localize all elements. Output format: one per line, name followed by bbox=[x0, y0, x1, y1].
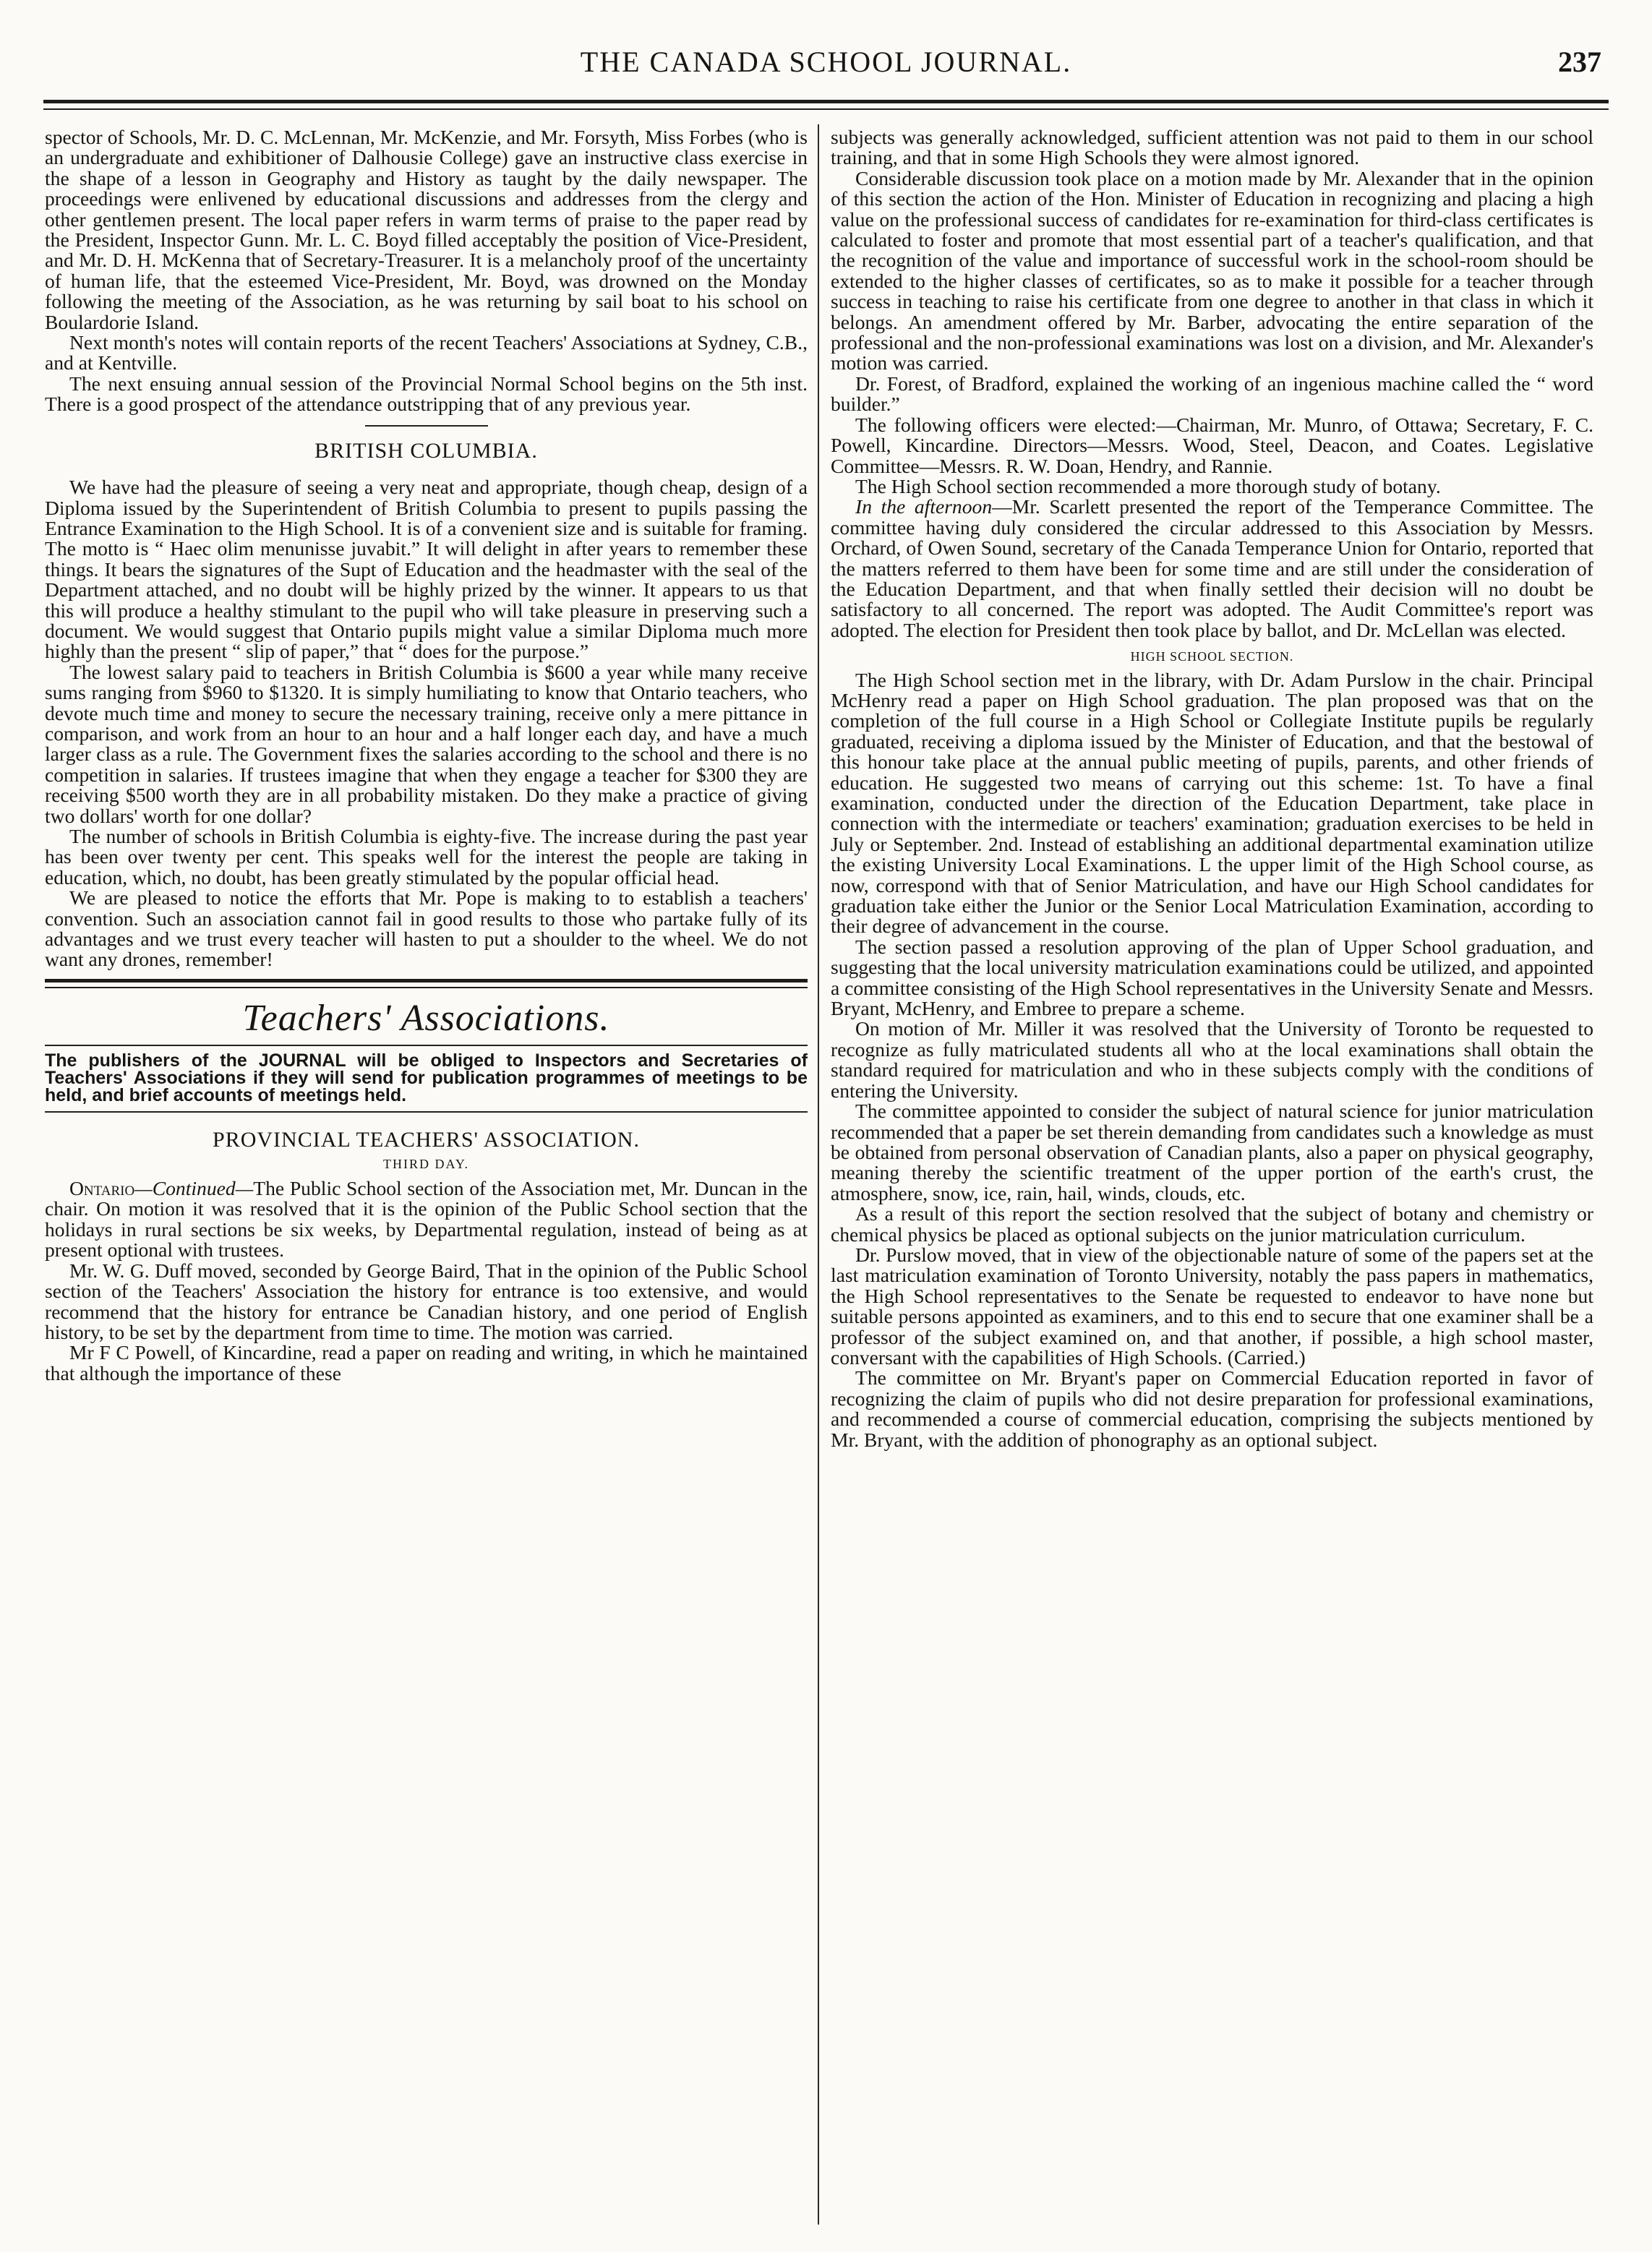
paragraph: The High School section met in the library, with Dr. Adam Purslow in the chair. Principal McHenry read a paper on High School graduation. The plan proposed was that on the completion of the full course in a High School or Collegiate Institute pupils be regularly graduated, receiving a diploma issued by the Minister of Education, and that the bestowal of this honour take place at the annual public meeting of pupils, parents, and other friends of education. He suggested two means of carrying out this scheme: 1st. To have a final examination, conducted under the direction of the Education Department, take place in connection with the intermediate or teachers' examination; graduation exercises to be held in July or September. 2nd. Instead of establishing an additional departmental examination utilize the existing University Local Examinations. L the upper limit of the High School course, as now, correspond with that of Senior Matriculation, and have our High School candidates for graduation take either the Junior or the Senior Local Matriculation Examination, according to their degree of advancement in the course. bbox=[831, 668, 1593, 938]
continued-label: —Continued— bbox=[134, 1177, 254, 1200]
paragraph: The committee appointed to consider the subject of natural science for junior matriculation recommended that a paper be set therein demanding from candidates such a knowledge as must be obtained from personal observation of Canadian plants, also a paper on physical geography, meaning thereby the scientific treatment of the upper portion of the earth's crust, the atmosphere, snow, ice, rain, hail, winds, clouds, etc. bbox=[831, 1100, 1593, 1204]
section-divider bbox=[365, 425, 488, 427]
subsection-heading: HIGH SCHOOL SECTION. bbox=[1130, 649, 1294, 664]
header-rule-thick bbox=[43, 100, 1609, 103]
paragraph: spector of Schools, Mr. D. C. McLennan, Mr. McKenzie, and Mr. Forsyth, Miss Forbes (who is an undergraduate and exhibitioner of Dalhousie College) gave an instructive class exercise in the shape of a lesson in Geography and History as taught by the daily newspaper. The proceedings were enlivened by educational discussions and addresses from the clergy and other gentlemen present. The local paper refers in warm terms of praise to the paper read by the President, Inspector Gunn. Mr. L. C. Boyd filled acceptably the position of Vice-President, and Mr. D. H. McKenna that of Secretary-Treasurer. It is a melancholy proof of the uncertainty of human life, that the esteemed Vice-President, Mr. Boyd, was drowned on the Monday following the meeting of the Association, as he was returning by sail boat to his school on Boulardorie Island. bbox=[45, 126, 808, 333]
paragraph bbox=[45, 1178, 808, 1261]
journal-title: THE CANADA SCHOOL JOURNAL. bbox=[580, 46, 1072, 78]
paragraph: Dr. Forest, of Bradford, explained the working of an ingenious machine called the “ word builder.” bbox=[831, 372, 1593, 416]
section-double-rule bbox=[45, 979, 808, 988]
column-divider bbox=[818, 124, 819, 2225]
paragraph: As a result of this report the section resolved that the subject of botany and chemistry or chemical physics be placed as optional subjects on the junior matriculation curriculum. bbox=[831, 1202, 1593, 1246]
paragraph: We are pleased to notice the efforts that Mr. Pope is making to to establish a teachers' convention. Such an association cannot fail in good results to those who partake fully of its advantages and we trust every teacher will hasten to put a shoulder to the wheel. We do not want any drones, remember! bbox=[45, 886, 808, 971]
paragraph: Mr F C Powell, of Kincardine, read a paper on reading and writing, in which he maintained that although the importance of these bbox=[45, 1341, 808, 1384]
paragraph: The following officers were elected:—Chairman, Mr. Munro, of Ottawa; Secretary, F. C. Powell, Kincardine. Directors—Messrs. Wood, Steel, Deacon, and Coates. Legislative Committee—Messrs. R. W. Doan, Hendry, and Rannie. bbox=[831, 413, 1593, 477]
paragraph: The section passed a resolution approving of the plan of Upper School graduation, and suggesting that the local university matriculation examinations could be utilized, and appointed a committee consisting of the High School representatives in the University Senate and Messrs. Bryant, McHenry, and Embree to prepare a scheme. bbox=[831, 935, 1593, 1020]
paragraph: Considerable discussion took place on a motion made by Mr. Alexander that in the opinion of this section the action of the Hon. Minister of Education in recognizing and placing a high value on the professional success of candidates for re-examination for third-class certificates is calculated to foster and promote that most essential part of a teacher's qualification, and that the recognition of the value and importance of successful work in the school-room should be extended to the higher classes of certificates, so as to make it possible for a teacher through success in teaching to raise his certificate from one degree to another in that class in which it belongs. An amendment offered by Mr. Barber, advocating the entire separation of the professional and the non-professional examinations was lost on a division, and Mr. Alexander's motion was carried. bbox=[831, 166, 1593, 374]
run-in-lead: In the afternoon bbox=[855, 495, 993, 518]
paragraph: Next month's notes will contain reports of the recent Teachers' Associations at Sydney, C.B., and at Kentville. bbox=[45, 331, 808, 374]
paragraph: The lowest salary paid to teachers in British Columbia is $600 a year while many receive sums ranging from $960 to $1320. It is simply humiliating to know that Ontario teachers, who devote much time and money to secure the necessary training, receive only a mere pittance in comparison, and work from an hour to an hour and a half longer each day, and have a much larger class as a rule. The Government fixes the salaries according to the school and there is no competition in salaries. If trustees imagine that when they engage a teacher for $300 they are receiving $500 worth they are in all probability mistaken. Do they make a practice of giving two dollars' worth for one dollar? bbox=[45, 660, 808, 827]
right-column bbox=[831, 127, 1593, 1450]
paragraph: The number of schools in British Columbia is eighty-five. The increase during the past year has been over twenty per cent. This speaks well for the interest the people are taking in education, which, no doubt, has been greatly stimulated by the popular official head. bbox=[45, 825, 808, 889]
section-heading: BRITISH COLUMBIA. bbox=[314, 438, 538, 463]
paragraph: subjects was generally acknowledged, sufficient attention was not paid to them in our school training, and that in some High Schools they were almost ignored. bbox=[831, 126, 1593, 169]
section-heading: PROVINCIAL TEACHERS' ASSOCIATION. bbox=[213, 1128, 640, 1152]
paragraph: On motion of Mr. Miller it was resolved that the University of Toronto be requested to recognize as fully matriculated students all who at the local examinations shall obtain the standard required for matriculation and who in these subjects comply with the conditions of entering the University. bbox=[831, 1017, 1593, 1102]
paragraph: The committee on Mr. Bryant's paper on Commercial Education reported in favor of recognizing the claim of pupils who did not desire preparation for professional examinations, and recommended a course of commercial education, comprising the subjects mentioned by Mr. Bryant, with the addition of phonography as an optional subject. bbox=[831, 1366, 1593, 1451]
paragraph-text: The Public School section of the Association met, Mr. Duncan in the chair. On motion it was resolved that it is the opinion of the Public School section that the holidays in rural sections be six weeks, by Departmental regulation, instead of being as at present optional with trustees. bbox=[45, 1177, 808, 1262]
subheading: THIRD DAY. bbox=[382, 1156, 470, 1171]
paragraph: The High School section recommended a more thorough study of botany. bbox=[855, 474, 1441, 497]
header-rule-thin bbox=[43, 108, 1609, 110]
paragraph: Dr. Purslow moved, that in view of the objectionable nature of some of the papers set at the last matriculation examination of Toronto University, notably the pass papers in mathematics, the High School representatives to the Senate be requested to endeavor to have none but suitable persons appointed as examiners, and to this end to secure that one examiner shall be a professor of the subject examined on, and that another, if possible, a high school master, conversant with the capabilities of High Schools. (Carried.) bbox=[831, 1243, 1593, 1369]
paragraph-text: —Mr. Scarlett presented the report of the Temperance Committee. The committee having duly considered the circular addressed to this Association by Messrs. Orchard, of Owen Sound, secretary of the Canada Temperance Union for Ontario, reported that the matters referred to them have been for some time and are still under the consideration of the Education Department, and that when finally settled their decision will no doubt be satisfactory to all concerned. The report was adopted. The Audit Committee's report was adopted. The election for President then took place by ballot, and Dr. McLellan was elected. bbox=[831, 495, 1593, 641]
paragraph: The next ensuing annual session of the Provincial Normal School begins on the 5th inst. There is a good prospect of the attendance outstripping that of any previous year. bbox=[45, 372, 808, 416]
paragraph: We have had the pleasure of seeing a very neat and appropriate, though cheap, design of a Diploma issued by the Superintendent of British Columbia to present to pupils passing the Entrance Examination to the High School. It is of a convenient size and is suitable for framing. The motto is “ Haec olim menunisse juvabit.” It will delight in after years to remember these things. It bears the signatures of the Supt of Education and the headmaster with the seal of the Department attached, and no doubt will be highly prized by the winner. It appears to us that this will produce a healthy stimulant to the pupil who will take pleasure in preserving such a document. We would suggest that Ontario pupils might value a similar Diploma much more highly than the present “ slip of paper,” that “ does for the purpose.” bbox=[45, 476, 808, 663]
page-number: 237 bbox=[1558, 46, 1601, 78]
department-heading: Teachers' Associations. bbox=[242, 997, 610, 1039]
publishers-notice: The publishers of the JOURNAL will be obliged to Inspectors and Secretaries of Teachers' Associations if they will send for publication programmes of meetings to be held, and brief accounts of meetings held. bbox=[45, 1045, 808, 1113]
running-head bbox=[43, 45, 1609, 88]
run-in-lead: Ontario bbox=[69, 1177, 135, 1200]
paragraph: Mr. W. G. Duff moved, seconded by George Baird, That in the opinion of the Public School section of the Teachers' Association the history for entrance is too extensive, and would recommend that the history for entrance be Canadian history, and one period of English history, to be set by the department from time to time. The motion was carried. bbox=[45, 1259, 808, 1343]
left-column bbox=[45, 127, 808, 1384]
paragraph bbox=[831, 497, 1593, 641]
